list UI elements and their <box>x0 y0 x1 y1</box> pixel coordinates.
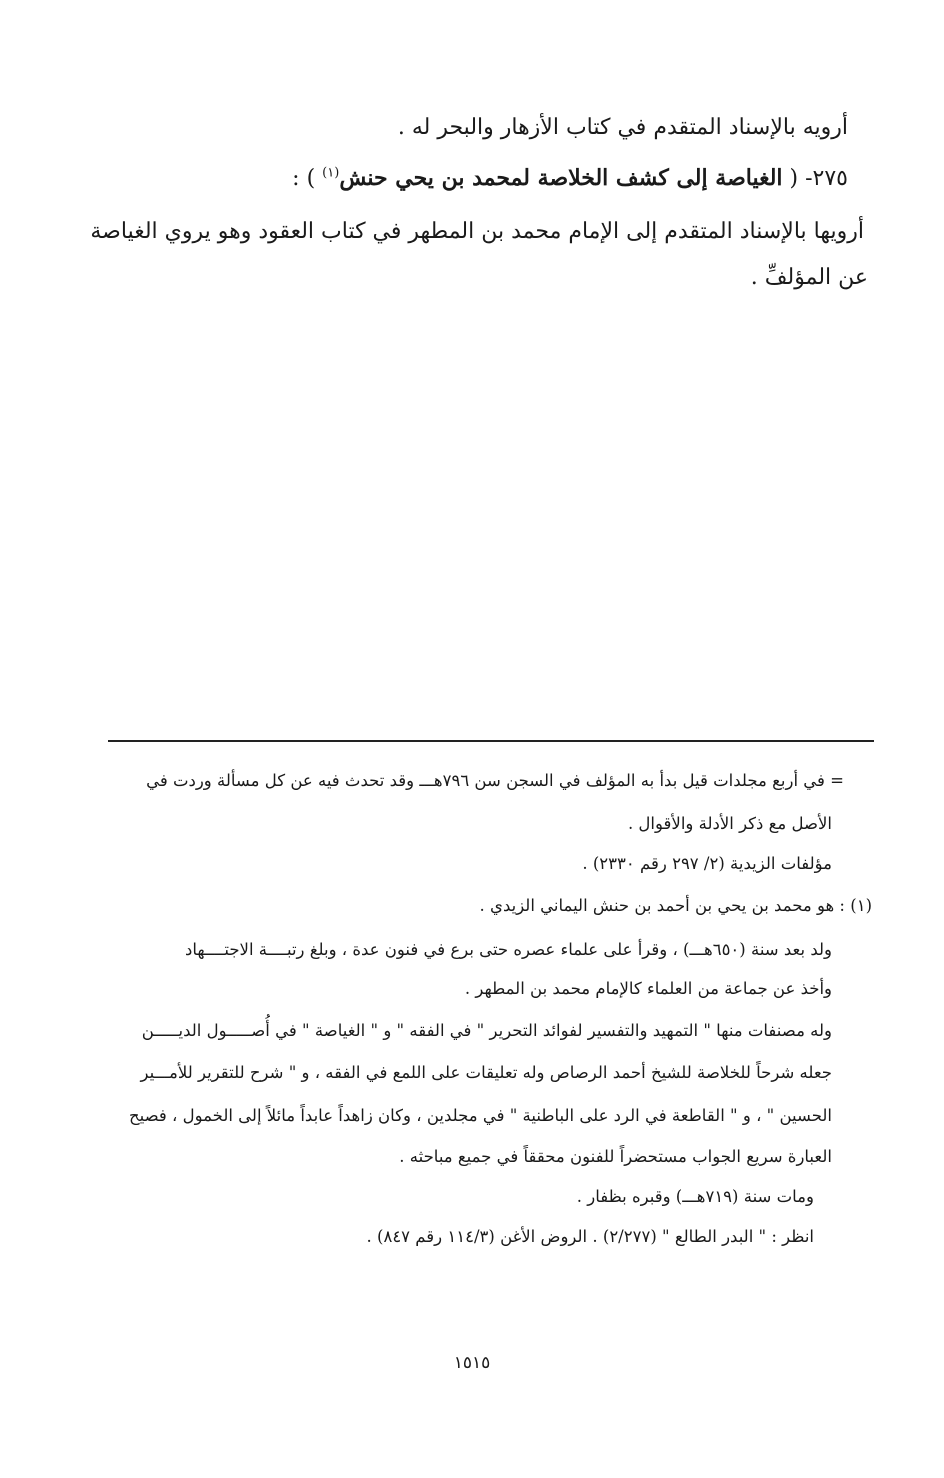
footnote-1-line-6: الحسين " ، و " القاطعة في الرد على الباطنية " في مجلدين ، وكان زاهداً عابداً مائلاً إلى الخمول ، فصيح <box>128 1106 832 1125</box>
footnote-1-line-7: العبارة سريع الجواب مستحضراً للفنون محققاً في جميع مباحثه . <box>399 1147 832 1166</box>
footnote-continuation-line-2: الأصل مع ذكر الأدلة والأقوال . <box>627 814 832 833</box>
footnote-1-line-8: ومات سنة (٧١٩هـــ) وقبره بظفار . <box>576 1187 814 1206</box>
footnote-continuation-line-1: = في أربع مجلدات قيل بدأ به المؤلف في السجن سن ٧٩٦هـــ وقد تحدث فيه عن كل مسألة وردت في <box>146 771 844 790</box>
entry-end: ) : <box>292 166 316 191</box>
entry-number: ٢٧٥- ( <box>789 166 848 191</box>
entry-heading <box>292 163 848 194</box>
footnote-1-line-2: ولد بعد سنة (٦٥٠هـــ) ، وقرأ على علماء عصره حتى برع في فنون عدة ، وبلغ رتبــــة الاجتــــهاد <box>185 940 832 959</box>
footnote-continuation-line-3: مؤلفات الزيدية (٢/ ٢٩٧ رقم ٢٣٣٠) . <box>582 854 832 873</box>
footnote-1-line-9: انظر : " البدر الطالع " (٢/٢٧٧) . الروض الأغن (١١٤/٣ رقم ٨٤٧) . <box>366 1227 814 1246</box>
body-line-1: أرويه بالإسناد المتقدم في كتاب الأزهار والبحر له . <box>397 115 848 140</box>
page-number: ١٥١٥ <box>453 1353 491 1373</box>
entry-title: الغياصة إلى كشف الخلاصة لمحمد بن يحي حنش <box>339 165 783 191</box>
body-line-4: عن المؤلفِّ . <box>750 265 868 290</box>
footnote-1-line-4: وله مصنفات منها " التمهيد والتفسير لفوائد التحرير " في الفقه " و " الغياصة " في أُصـــــول الديـــــن <box>141 1021 832 1040</box>
footnote-1-line-3: وأخذ عن جماعة من العلماء كالإمام محمد بن المطهر . <box>464 979 832 998</box>
footnote-reference: (١) <box>322 165 340 181</box>
footnote-1-line-5: جعله شرحاً للخلاصة للشيخ أحمد الرصاص وله تعليقات على اللمع في الفقه ، و " شرح للتقرير للأمـــير <box>140 1063 832 1082</box>
footnote-1-line-1: (١) : هو محمد بن يحي بن أحمد بن حنش اليماني الزيدي . <box>479 896 872 915</box>
footnote-separator <box>108 740 874 742</box>
body-line-3: أرويها بالإسناد المتقدم إلى الإمام محمد بن المطهر في كتاب العقود وهو يروي الغياصة <box>90 219 864 244</box>
